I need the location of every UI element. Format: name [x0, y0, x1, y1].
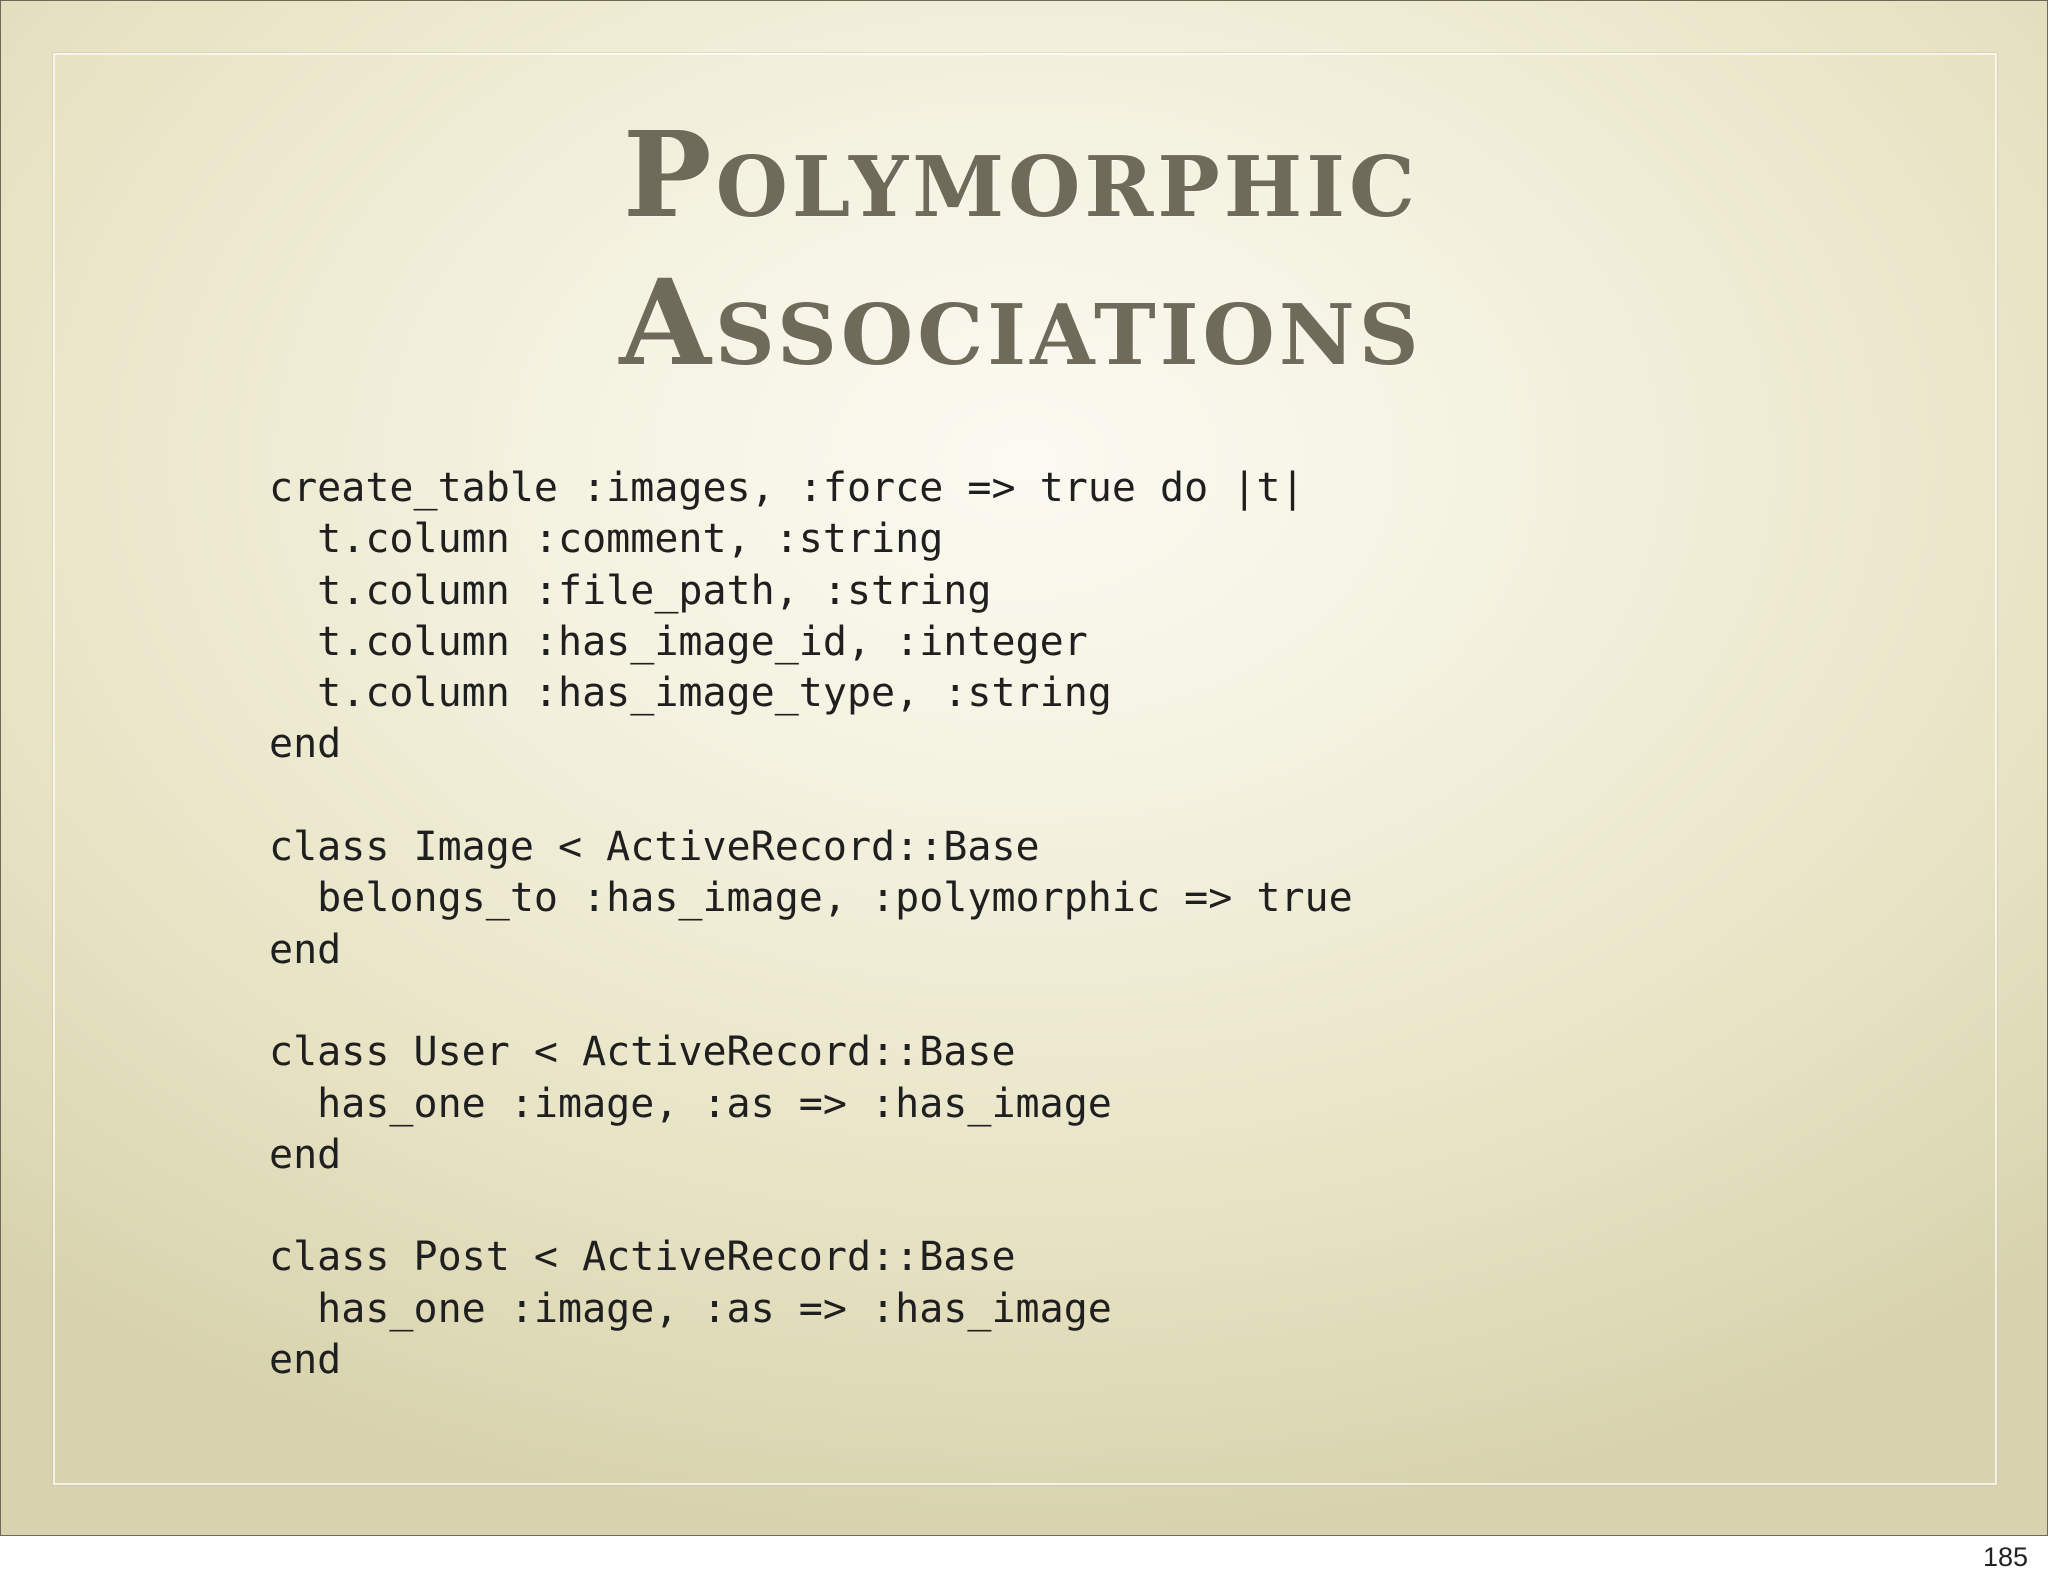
code-block	[269, 463, 1353, 1386]
code-line: class User < ActiveRecord::Base	[269, 1029, 1016, 1076]
code-line: has_one :image, :as => :has_image	[269, 1285, 1112, 1332]
code-line	[269, 771, 1353, 822]
code-line: end	[269, 721, 342, 768]
title-line-2: Associations	[619, 253, 1423, 392]
code-line: t.column :comment, :string	[269, 516, 944, 563]
code-line	[269, 976, 1353, 1027]
slide-title	[361, 101, 1681, 397]
code-line: t.column :has_image_type, :string	[269, 670, 1112, 717]
code-line: t.column :has_image_id, :integer	[269, 618, 1088, 665]
code-line: class Post < ActiveRecord::Base	[269, 1234, 1016, 1281]
code-line: belongs_to :has_image, :polymorphic => true	[269, 875, 1353, 922]
page-number: 185	[1982, 1542, 2028, 1572]
code-line: class Image < ActiveRecord::Base	[269, 824, 1040, 871]
code-line: has_one :image, :as => :has_image	[269, 1080, 1112, 1127]
code-line	[269, 1181, 1353, 1232]
code-line: end	[269, 1337, 342, 1384]
code-line: create_table :images, :force => true do |t|	[269, 465, 1305, 511]
title-line-1: Polymorphic	[622, 105, 1420, 244]
code-line: t.column :file_path, :string	[269, 567, 992, 614]
code-line: end	[269, 1131, 342, 1178]
code-line: end	[269, 926, 342, 973]
